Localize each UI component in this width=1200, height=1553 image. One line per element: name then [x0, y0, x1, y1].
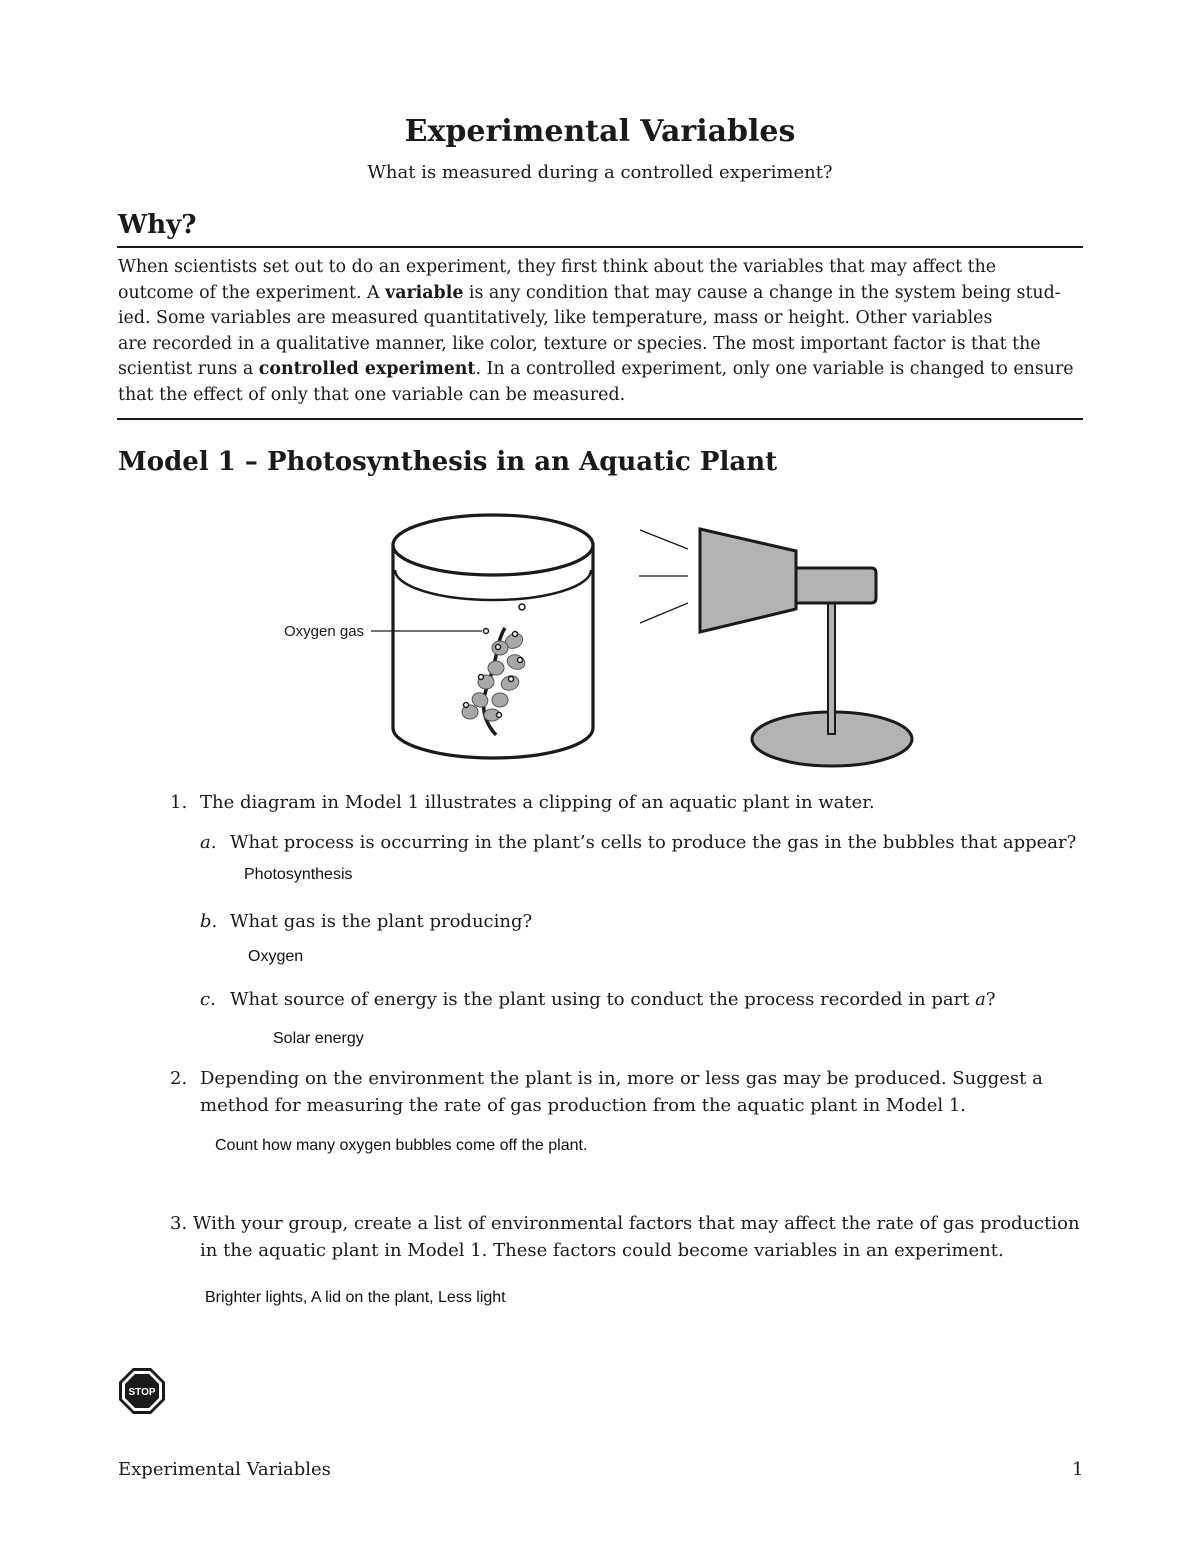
why-text: that the effect of only that one variable can be measured.	[118, 384, 626, 405]
why-line	[118, 383, 1084, 409]
question-text: Depending on the environment the plant is in, more or less gas may be produced. Suggest a	[200, 1068, 1043, 1089]
question-1b	[200, 911, 532, 932]
page-title: Experimental Variables	[404, 114, 796, 149]
answer-1b[interactable]: Oxygen	[248, 948, 304, 965]
question-letter: c.	[200, 989, 216, 1010]
why-text: is any condition that may cause a change in the system being stud-	[463, 282, 1061, 303]
question-1a	[200, 832, 1076, 853]
question-text: What process is occurring in the plant’s cells to produce the gas in the bubbles that appear?	[230, 832, 1077, 853]
question-text: With your group, create a list of environmental factors that may affect the rate of gas production	[192, 1213, 1080, 1234]
question-text: The diagram in Model 1 illustrates a clipping of an aquatic plant in water.	[200, 792, 875, 813]
why-paragraph	[118, 255, 1084, 409]
why-text: are recorded in a qualitative manner, like color, texture or species. The most important factor is that the	[118, 333, 1041, 354]
beaker-icon	[393, 515, 593, 758]
question-text-italic: a	[975, 989, 986, 1010]
key-term: variable	[385, 282, 464, 303]
answer-1c[interactable]: Solar energy	[273, 1030, 364, 1047]
question-1	[170, 792, 875, 813]
why-line	[118, 357, 1084, 383]
answer-1a[interactable]: Photosynthesis	[244, 866, 353, 883]
footer-title: Experimental Variables	[118, 1459, 331, 1480]
question-number: 2.	[170, 1068, 188, 1089]
divider	[117, 246, 1083, 248]
model-1-diagram	[270, 500, 930, 780]
why-line	[118, 306, 1084, 332]
page-subtitle: What is measured during a controlled experiment?	[367, 162, 833, 183]
stop-sign-text: STOP	[128, 1387, 156, 1398]
why-line	[118, 332, 1084, 358]
why-text: scientist runs a	[118, 359, 259, 380]
question-number: 3.	[170, 1213, 188, 1234]
answer-2[interactable]: Count how many oxygen bubbles come off the plant.	[215, 1137, 588, 1154]
question-2	[170, 1068, 1043, 1089]
why-line	[118, 255, 1084, 281]
light-rays-icon	[639, 530, 688, 623]
why-heading: Why?	[118, 210, 197, 240]
why-line	[118, 281, 1084, 307]
question-text: What source of energy is the plant using to conduct the process recorded in part	[230, 989, 976, 1010]
why-text: When scientists set out to do an experiment, they first think about the variables that may affect the	[118, 257, 997, 277]
page-number: 1	[1072, 1459, 1084, 1480]
model-1-heading: Model 1 – Photosynthesis in an Aquatic Plant	[118, 447, 778, 477]
oxygen-gas-label: Oxygen gas	[284, 623, 365, 640]
question-text-end: ?	[985, 989, 996, 1010]
question-text: What gas is the plant producing?	[230, 911, 533, 932]
why-text: outcome of the experiment. A	[118, 282, 386, 303]
question-3-line2: in the aquatic plant in Model 1. These factors could become variables in an experiment.	[200, 1240, 1004, 1261]
question-number: 1.	[170, 792, 188, 813]
lamp-icon	[700, 529, 912, 766]
why-text: ied. Some variables are measured quantitatively, like temperature, mass or height. Other variables	[118, 308, 993, 329]
key-term: controlled experiment	[258, 359, 476, 380]
question-letter: a.	[200, 832, 217, 853]
stop-sign-icon	[118, 1367, 166, 1415]
divider	[117, 418, 1083, 420]
why-text: . In a controlled experiment, only one variable is changed to ensure	[475, 359, 1074, 380]
question-2-line2: method for measuring the rate of gas production from the aquatic plant in Model 1.	[200, 1095, 967, 1116]
answer-3[interactable]: Brighter lights, A lid on the plant, Less light	[205, 1289, 506, 1306]
question-3	[170, 1213, 1080, 1234]
question-letter: b.	[200, 911, 218, 932]
question-1c	[200, 989, 996, 1010]
